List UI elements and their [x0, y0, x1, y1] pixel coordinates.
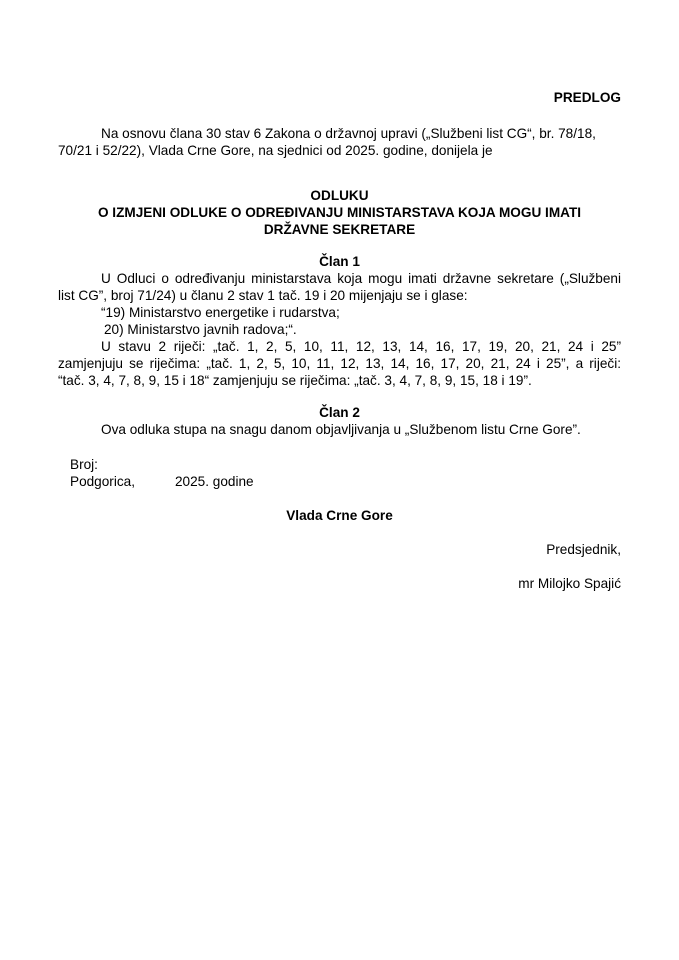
title-line-2: O IZMJENI ODLUKE O ODREĐIVANJU MINISTARSTAVA KOJA MOGU IMATI	[97, 205, 582, 220]
article-1-item-19: “19) Ministarstvo energetike i rudarstva;	[101, 305, 340, 320]
title-line-3: DRŽAVNE SEKRETARE	[263, 222, 416, 237]
article-2-text: Ova odluka stupa na snagu danom objavljivanja u „Službenom listu Crne Gore”.	[101, 422, 581, 437]
number-label: Broj:	[70, 457, 98, 472]
article-1-paragraph-2-line-1: U stavu 2 riječi: „tač. 1, 2, 5, 10, 11, 12, 13, 14, 16, 17, 19, 20, 21, 24 i 25”	[101, 339, 621, 354]
signatory-name: mr Milojko Spajić	[518, 576, 621, 591]
article-1-paragraph-2-line-3: “tač. 3, 4, 7, 8, 9, 15 i 18“ zamjenjuju se riječima: „tač. 3, 4, 7, 8, 9, 15, 18 i 19”.	[58, 373, 532, 388]
article-1-paragraph-1-line-2: list CG”, broj 71/24) u članu 2 stav 1 tač. 19 i 20 mijenjaju se i glase:	[58, 288, 468, 303]
preamble-line-2: 70/21 i 52/22), Vlada Crne Gore, na sjednici od 2025. godine, donijela je	[58, 143, 493, 158]
article-1-paragraph-2-line-2: zamjenjuju se riječima: „tač. 1, 2, 5, 10, 11, 12, 13, 14, 16, 17, 20, 21, 24 i 25”, a riječi:	[58, 356, 621, 371]
place-label: Podgorica,	[70, 474, 135, 489]
article-1-heading: Član 1	[319, 254, 360, 269]
article-2-heading: Član 2	[319, 405, 360, 420]
date-label: 2025. godine	[175, 474, 254, 489]
article-1-item-20: 20) Ministarstvo javnih radova;“.	[104, 322, 297, 337]
title-line-1: ODLUKU	[310, 188, 369, 203]
signatory-role: Predsjednik,	[546, 542, 621, 557]
article-1-paragraph-1-line-1: U Odluci o određivanju ministarstava koja mogu imati državne sekretare („Službeni	[101, 271, 621, 286]
preamble-line-1: Na osnovu člana 30 stav 6 Zakona o državnoj upravi („Službeni list CG“, br. 78/18,	[101, 126, 596, 141]
issuer-name: Vlada Crne Gore	[286, 508, 393, 523]
proposal-label: PREDLOG	[553, 90, 621, 105]
